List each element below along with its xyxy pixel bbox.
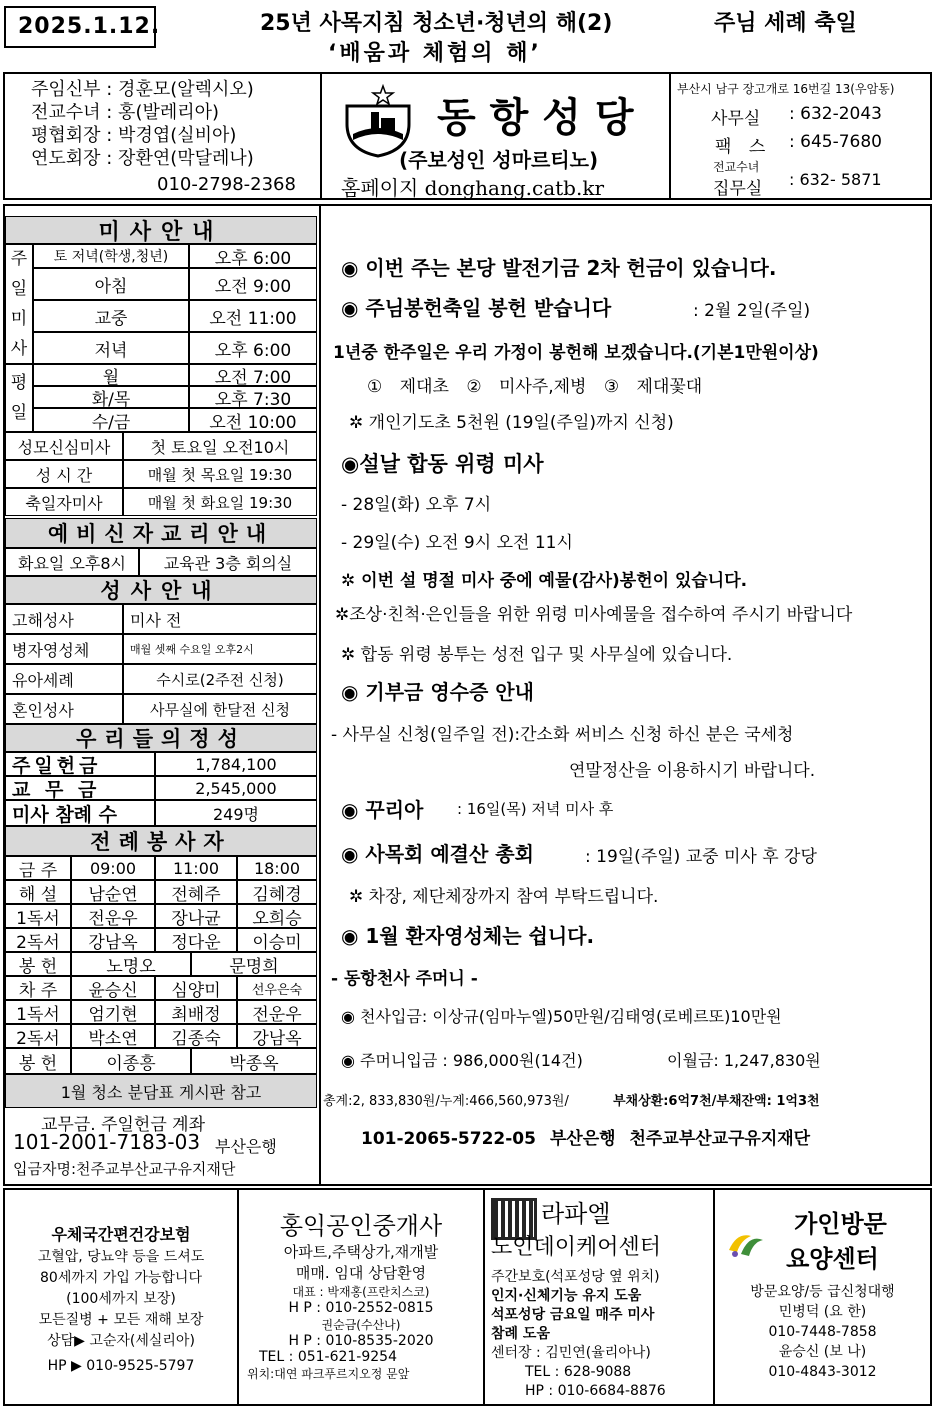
ad-insurance	[5, 1224, 237, 1377]
notice-presentation-body: 1년중 한주일은 우리 가정이 봉헌해 보겠습니다.(기본1만원이상)	[333, 343, 819, 363]
ad-daycare-line: TEL : 628-9088	[525, 1364, 632, 1380]
notices	[323, 210, 931, 1180]
ad-daycare-line: 참례 도움	[491, 1326, 550, 1342]
office-phone: : 632-2043	[789, 104, 882, 124]
sacrament-info: 수시로(2주전 신청)	[123, 664, 317, 694]
ad-realty-line: H P : 010-2552-0815	[288, 1300, 434, 1316]
ad-realty	[239, 1206, 483, 1382]
mass-row-name: 수/금	[33, 408, 189, 432]
servers-name: 김혜경	[237, 880, 317, 904]
fax-number: : 645-7680	[789, 132, 882, 152]
account-title: 교무금. 주일헌금 계좌	[41, 1115, 206, 1135]
ad-homecare-title1: 가인방문	[794, 1210, 887, 1238]
account-number: 101-2001-7183-03	[13, 1130, 201, 1154]
sacrament-title: 성사안내	[5, 576, 317, 604]
servers-name: 윤승신	[71, 976, 155, 1000]
ad-realty-title: 홍익공인중개사	[279, 1212, 443, 1240]
offering-name: 미사 참례 수	[5, 800, 155, 826]
special-mass-time: 첫 토요일 오전10시	[123, 432, 317, 460]
cleaning-note: 1월 청소 분담표 게시판 참고	[5, 1074, 317, 1108]
special-mass-name: 성모신심미사	[5, 432, 123, 460]
staff-yeondo: 연도회장 : 장환연(막달레나)	[31, 148, 254, 169]
offering-value: 249명	[155, 800, 317, 826]
special-mass-time: 매월 첫 목요일 19:30	[123, 460, 317, 488]
special-mass-name: 축일자미사	[5, 488, 123, 516]
sacrament-info: 미사 전	[123, 604, 317, 634]
servers-time: 09:00	[71, 856, 155, 880]
fax-label: 팩 스	[715, 137, 772, 157]
pastoral-subtheme: ‘배움과 체험의 해’	[328, 41, 542, 66]
servers-name: 강남옥	[237, 1024, 317, 1048]
notice-memorial-a: - 28일(화) 오후 7시	[341, 495, 492, 515]
offering-value: 2,545,000	[155, 776, 317, 800]
notice-assembly-note: ✲ 차장, 제단체장까지 참여 부탁드립니다.	[349, 887, 659, 907]
ad-insurance-line: (100세까지 보장)	[66, 1291, 176, 1307]
offering-value: 1,784,100	[155, 752, 317, 776]
sunday-label-1: 주	[10, 249, 28, 269]
servers-name: 이종흥	[71, 1048, 191, 1074]
servers-name: 박종옥	[191, 1048, 317, 1074]
header	[0, 0, 935, 72]
account-bank: 부산은행	[215, 1137, 277, 1156]
staff-nun: 전교수녀 : 홍(발레리아)	[31, 102, 220, 123]
offering-name: 주일헌금	[5, 752, 155, 776]
ad-homecare	[715, 1204, 930, 1382]
left-column	[5, 216, 319, 1186]
sacrament-name: 유아세례	[5, 664, 123, 694]
ad-daycare-title1: 라파엘	[541, 1200, 611, 1228]
staff-list	[31, 78, 254, 170]
ad-homecare-line: 방문요양/등 급신청대행	[750, 1284, 895, 1300]
pocket-deposit: ◉ 주머니입금 : 986,000원(14건)	[341, 1051, 583, 1070]
angel-pocket-title: - 동항천사 주머니 -	[331, 969, 478, 989]
staff-council: 평협회장 : 박경엽(실비아)	[31, 125, 237, 146]
notice-presentation-title: ◉ 주님봉헌축일 봉헌 받습니다	[341, 296, 612, 320]
servers-name: 전운우	[237, 1000, 317, 1024]
special-mass-time: 매월 첫 화요일 19:30	[123, 488, 317, 516]
servers-name: 남순연	[71, 880, 155, 904]
office-label: 사무실	[711, 109, 761, 129]
notice-assembly-body: : 19일(주일) 교중 미사 후 강당	[585, 847, 817, 867]
servers-name: 최배정	[155, 1000, 237, 1024]
mass-row-time: 오전 11:00	[189, 300, 317, 332]
mass-row-time: 오전 10:00	[189, 408, 317, 432]
parish-homepage: 홈페이지 donghang.catb.kr	[341, 176, 605, 200]
ad-insurance-line: 고혈압, 당뇨약 등을 드셔도	[37, 1249, 205, 1265]
notice-sick-communion: ◉ 1월 환자영성체는 쉽니다.	[341, 924, 595, 948]
sunday-label-2: 일	[10, 279, 28, 299]
weekday-label	[5, 364, 33, 432]
sacrament-info: 사무실에 한달전 신청	[123, 694, 317, 724]
servers-time: 18:00	[237, 856, 317, 880]
ad-homecare-line: 010-4843-3012	[768, 1364, 877, 1380]
servers-name: 전혜주	[155, 880, 237, 904]
ad-homecare-title2: 요양센터	[786, 1245, 879, 1273]
notice-receipt-b: 연말정산을 이용하시기 바랍니다.	[569, 761, 816, 781]
ad-insurance-line: 80세까지 가입 가능합니다	[40, 1270, 202, 1286]
servers-name: 엄기현	[71, 1000, 155, 1024]
servers-label: 봉 헌	[5, 1048, 71, 1074]
notice-memorial-c: ✲ 이번 설 명절 미사 중에 예물(감사)봉헌이 있습니다.	[341, 571, 748, 591]
servers-label: 금 주	[5, 856, 71, 880]
sacrament-name: 혼인성사	[5, 694, 123, 724]
servers-name: 심양미	[155, 976, 237, 1000]
offering-title: 우리들의정성	[5, 724, 317, 752]
mass-row-name: 교중	[33, 300, 189, 332]
notice-presentation-date: : 2월 2일(주일)	[693, 301, 811, 321]
servers-name: 노명오	[71, 952, 191, 976]
carryover: 이월금: 1,247,830원	[667, 1051, 821, 1070]
catechumen-day: 화요일 오후8시	[5, 548, 139, 576]
servers-label: 1독서	[5, 1000, 71, 1024]
bulletin-date: 2025.1.12.	[18, 14, 161, 39]
notice-memorial-d: ✲조상·친척·은인들을 위한 위령 미사예물을 접수하여 주시기 바랍니다	[335, 605, 853, 625]
notice-receipt-title: ◉ 기부금 영수증 안내	[341, 680, 534, 704]
servers-name: 선우은숙	[237, 976, 317, 1000]
notice-curia-body: : 16일(목) 저녁 미사 후	[457, 800, 614, 818]
nun-office-phone: : 632- 5871	[789, 170, 882, 189]
mass-row-time: 오후 7:30	[189, 386, 317, 408]
servers-name: 전운우	[71, 904, 155, 928]
servers-name: 강남옥	[71, 928, 155, 952]
servers-label: 차 주	[5, 976, 71, 1000]
mass-row-time: 오후 6:00	[189, 332, 317, 364]
notice-memorial-e: ✲ 합동 위령 봉투는 성전 입구 및 사무실에 있습니다.	[341, 645, 733, 665]
servers-title: 전례봉사자	[5, 826, 317, 856]
nun-office-small: 전교수녀	[713, 160, 760, 174]
servers-label: 2독서	[5, 928, 71, 952]
ad-insurance-title: 우체국간편건강보험	[51, 1225, 191, 1244]
notice-presentation-note: ✲ 개인기도초 5천원 (19일(주일)까지 신청)	[349, 413, 674, 433]
servers-name: 오희승	[237, 904, 317, 928]
notice-receipt-a: - 사무실 신청(일주일 전):간소화 써비스 신청 하신 분은 국세청	[331, 725, 794, 745]
servers-name: 김종숙	[155, 1024, 237, 1048]
ad-homecare-line: 윤승신 (보 나)	[778, 1344, 867, 1360]
notice-building-fund: ◉ 이번 주는 본당 발전기금 2차 헌금이 있습니다.	[341, 256, 777, 280]
parish-name: 동항성당	[437, 95, 648, 141]
servers-name: 이승미	[237, 928, 317, 952]
sacrament-name: 고해성사	[5, 604, 123, 634]
servers-label: 봉 헌	[5, 952, 71, 976]
servers-name: 정다운	[155, 928, 237, 952]
mass-row-name: 저녁	[33, 332, 189, 364]
special-mass-name: 성 시 간	[5, 460, 123, 488]
mass-title: 미사안내	[5, 216, 317, 244]
mass-row-name: 토 저녁(학생,청년)	[33, 244, 189, 268]
ad-daycare-title2: 노인데이케어센터	[491, 1235, 662, 1260]
bank-account-line: 101-2065-5722-05 부산은행 천주교부산교구유지재단	[361, 1129, 811, 1149]
notice-curia-title: ◉ 꾸리아	[341, 798, 424, 822]
ad-daycare-line: 인지·신체기능 유지 도움	[491, 1288, 642, 1304]
ad-insurance-line: 상담▶ 고순자(세실리아)	[47, 1333, 195, 1349]
mass-row-name: 화/목	[33, 386, 189, 408]
ad-homecare-line: 민병덕 (요 한)	[778, 1304, 867, 1320]
account-holder: 입금자명:천주교부산교구유지재단	[13, 1160, 236, 1178]
mass-row-time: 오후 6:00	[189, 244, 317, 268]
notice-presentation-items: ① 제대초 ② 미사주,제병 ③ 제대꽃대	[367, 377, 703, 397]
ad-insurance-line: 모든질병 + 모든 재해 보장	[38, 1312, 204, 1328]
notice-memorial-title: ◉설날 합동 위령 미사	[341, 452, 544, 476]
pastoral-theme: 25년 사목지침 청소년·청년의 해(2)	[260, 11, 613, 36]
notice-assembly-title: ◉ 사목회 예결산 총회	[341, 842, 534, 866]
servers-time: 11:00	[155, 856, 237, 880]
nun-office-label: 집무실	[713, 179, 763, 199]
servers-name: 장나균	[155, 904, 237, 928]
sunday-label	[5, 244, 33, 364]
parish-address: 부산시 남구 장고개로 16번길 13(우암동)	[677, 82, 895, 96]
ad-daycare-line: 주간보호(석포성당 옆 위치)	[491, 1269, 660, 1285]
ad-realty-line: TEL : 051-621-9254	[259, 1349, 397, 1365]
info-box	[3, 72, 932, 200]
ad-realty-line: 아파트,주택상가,재개발	[283, 1243, 439, 1261]
catechumen-place: 교육관 3층 회의실	[139, 548, 317, 576]
ad-realty-line: 매매. 임대 상담환영	[295, 1264, 427, 1282]
mass-row-name: 월	[33, 364, 189, 386]
servers-label: 2독서	[5, 1024, 71, 1048]
servers-label: 해 설	[5, 880, 71, 904]
mass-row-time: 오전 9:00	[189, 268, 317, 300]
angel-deposit: ◉ 천사입금: 이상규(임마누엘)50만원/김태영(로베르또)10만원	[341, 1007, 782, 1026]
servers-label: 1독서	[5, 904, 71, 928]
homecare-logo-icon	[727, 1228, 765, 1258]
sunday-label-3: 미	[10, 309, 28, 329]
sunday-label-4: 사	[10, 339, 28, 359]
staff-pastor: 주임신부 : 경훈모(알렉시오)	[31, 79, 254, 100]
staff-phone: 010-2798-2368	[157, 174, 296, 195]
ad-insurance-line: HP ▶ 010-9525-5797	[47, 1358, 195, 1374]
notice-memorial-b: - 29일(수) 오전 9시 오전 11시	[341, 533, 573, 553]
servers-name: 박소연	[71, 1024, 155, 1048]
ad-realty-line: H P : 010-8535-2020	[288, 1333, 434, 1349]
weekday-label-1: 평	[10, 373, 28, 393]
ad-daycare-line: HP : 010-6684-8876	[525, 1383, 666, 1399]
feast-title: 주님 세례 축일	[714, 11, 857, 36]
ad-realty-line: 권순금(수산나)	[321, 1318, 401, 1332]
servers-name: 문명희	[191, 952, 317, 976]
parish-patron: (주보성인 성마르티노)	[399, 148, 599, 172]
catechumen-title: 예비신자교리안내	[5, 518, 317, 548]
mass-row-time: 오전 7:00	[189, 364, 317, 386]
totals-b: 부채상환:6억7천/부채잔액: 1억3천	[613, 1094, 820, 1109]
sacrament-name: 병자영성체	[5, 634, 123, 664]
weekday-label-2: 일	[10, 403, 28, 423]
offering-name: 교 무 금	[5, 776, 155, 800]
sacrament-info: 매월 셋째 수요일 오후2시	[123, 634, 317, 664]
totals-a: 총계:2, 833,830원/누계:466,560,973원/	[323, 1094, 569, 1109]
ad-realty-line: 위치:대연 파크푸르지오정 문앞	[247, 1367, 410, 1381]
ad-realty-line: 대표 : 박재홍(프란치스코)	[292, 1285, 430, 1299]
ad-daycare-line: 석포성당 금요일 매주 미사	[491, 1307, 655, 1323]
ad-daycare-line: 센터장 : 김민연(율리아나)	[491, 1345, 651, 1361]
ad-homecare-line: 010-7448-7858	[768, 1324, 877, 1340]
mass-row-name: 아침	[33, 268, 189, 300]
ads-row	[3, 1188, 932, 1406]
